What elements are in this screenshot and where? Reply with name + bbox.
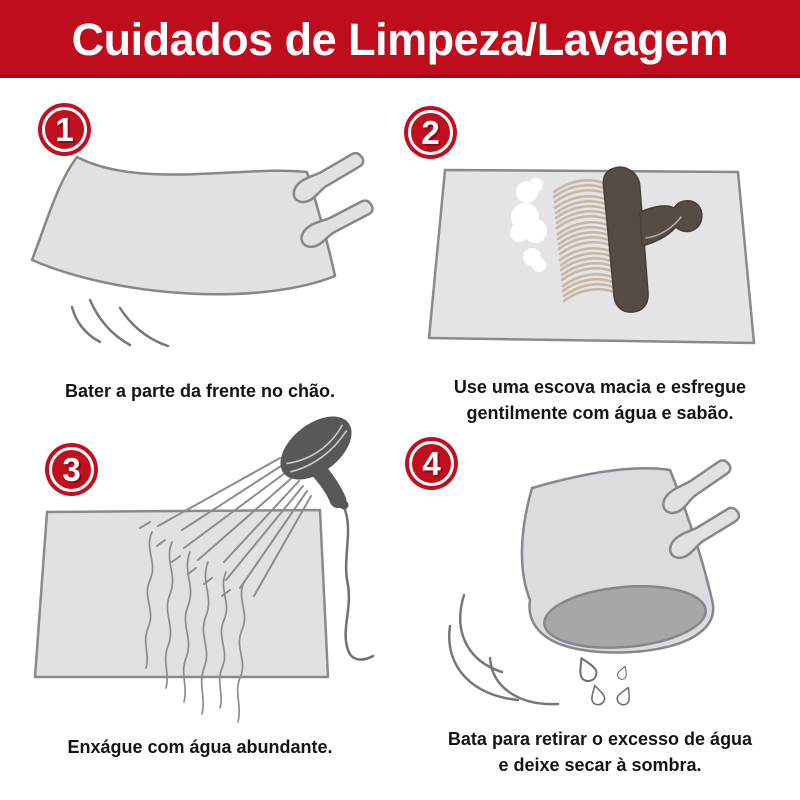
- page-title: Cuidados de Limpeza/Lavagem: [71, 13, 729, 65]
- step-3-caption: Enxágue com água abundante.: [67, 737, 333, 757]
- step-1-number-badge: [38, 103, 91, 156]
- water-drops: [574, 655, 634, 707]
- step-4-caption: Bata para retirar o excesso de água e deixe secar à sombra.: [447, 729, 753, 776]
- floor-mat: [32, 157, 335, 294]
- brush-scrubbing-illustration: [400, 80, 800, 410]
- badge-number: 2: [421, 114, 440, 151]
- motion-lines: [72, 300, 168, 346]
- step-3: [0, 410, 400, 800]
- title-banner: [0, 0, 800, 78]
- flat-mat: [35, 510, 328, 677]
- step-2-caption: Use uma escova macia e esfregue gentilmente com água e sabão.: [453, 377, 747, 424]
- badge-number: 3: [62, 451, 81, 488]
- shower-hose: [345, 510, 373, 660]
- step-2: [400, 80, 800, 424]
- badge-number: 4: [422, 445, 441, 482]
- step-4-number-badge: [405, 437, 458, 490]
- step-3-number-badge: [45, 443, 98, 496]
- step-1-caption: Bater a parte da frente no chão.: [64, 381, 336, 401]
- step-1: [0, 80, 400, 410]
- badge-number: 1: [55, 111, 74, 148]
- step-4: [400, 410, 800, 800]
- step-2-number-badge: [404, 106, 457, 159]
